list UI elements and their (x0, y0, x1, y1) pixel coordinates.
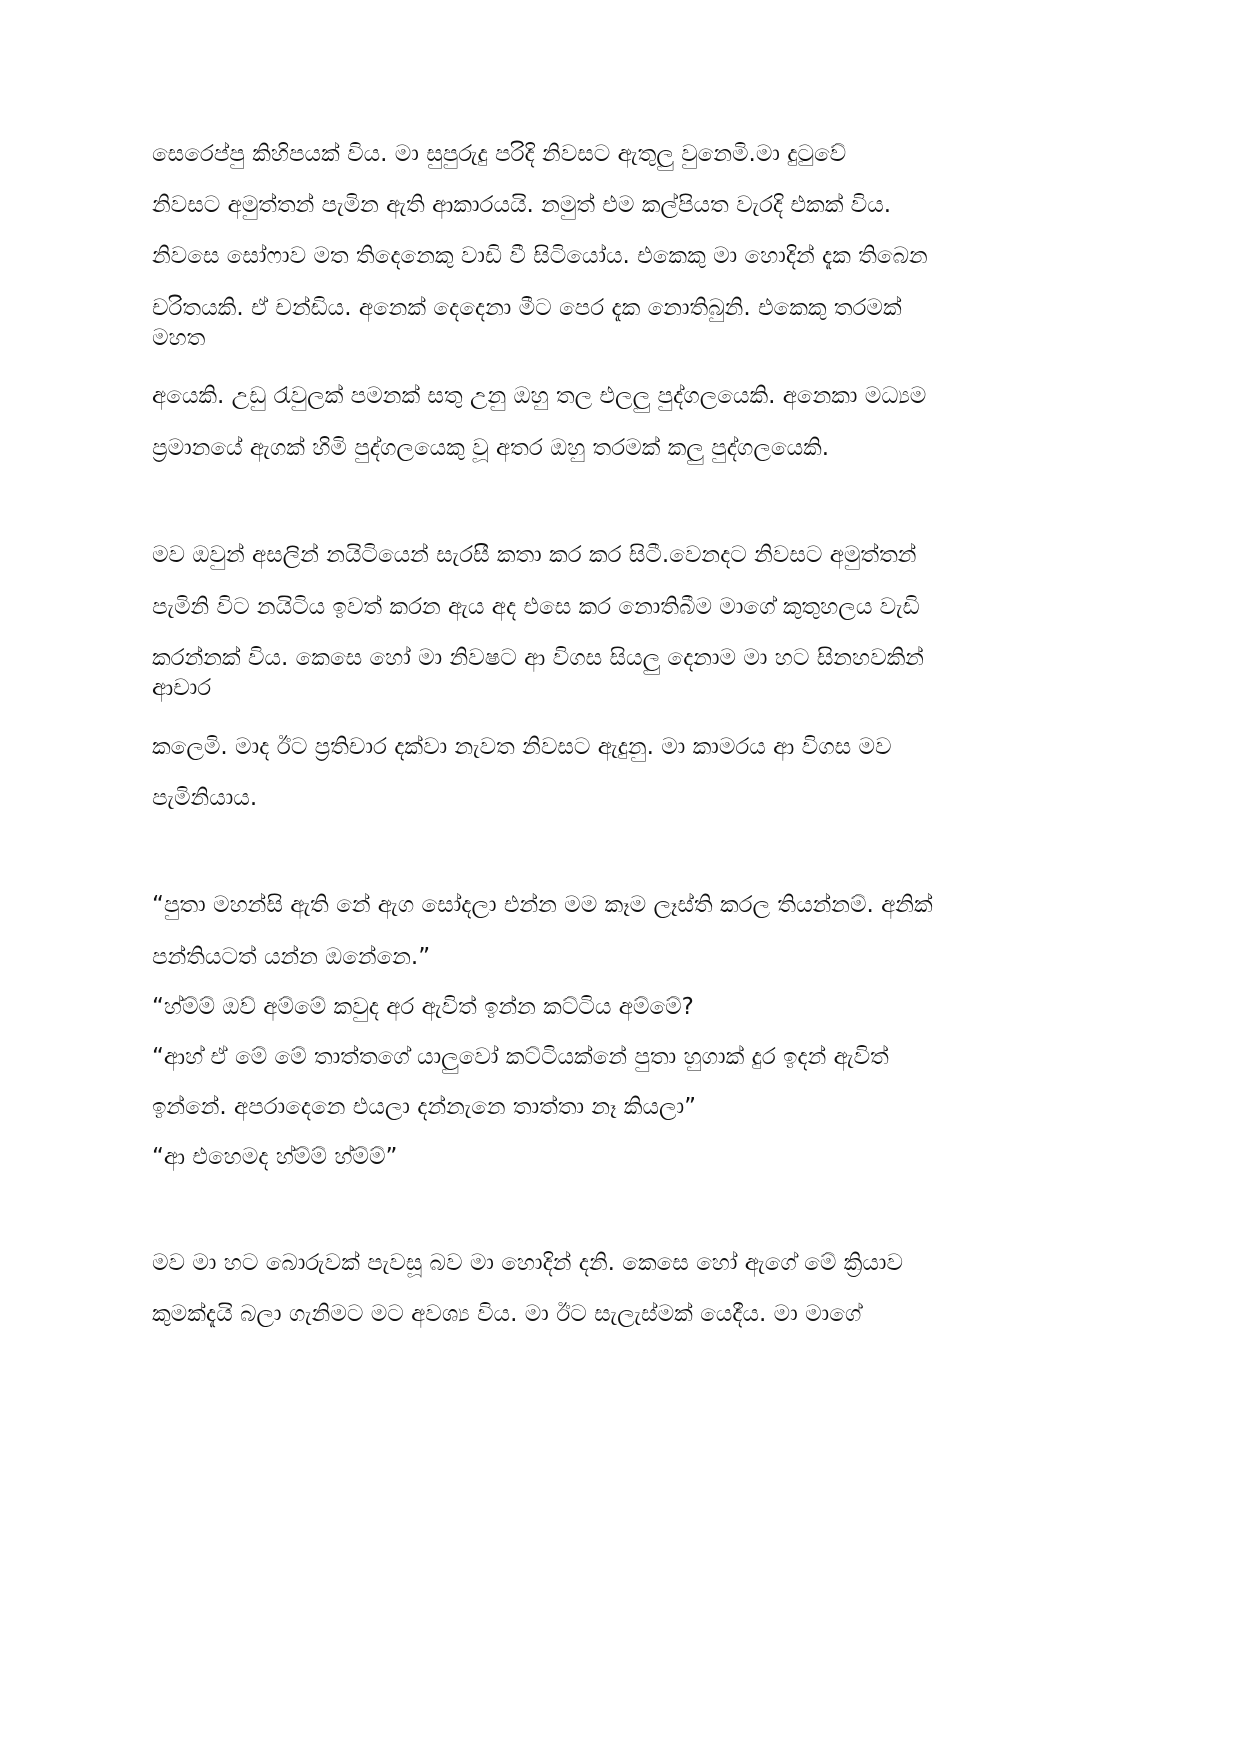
text-line: ආචාර (152, 675, 212, 701)
text-line: ඉන්නේ. අපරාදෙනෙ එයලා දන්නැනෙ තාත්තා නෑ කියලා” (152, 1094, 697, 1120)
text-line: කරන්නක් විය. කෙසෙ හෝ මා නිවෂට ආ විගස සියලු දෙනාම මා හට සිනහවකින් (152, 645, 924, 671)
text-line: පැමිනි විට නයිටිය ඉවත් කරන ඇය අද එසෙ කර නොතිබීම මාගේ කුතුහලය වැඩි (152, 594, 920, 620)
text-line: අයෙකි. උඩු රැවුලක් පමනක් සතු උනු ඔහු තල එලලු පුද්ගලයෙකි. අනෙකා මධ්‍යම (152, 383, 927, 409)
text-line: නිවසට අමුත්තන් පැමින ඇති ආකාරයයි. නමුත් එම කල්පියත වැරදි එකක් විය. (152, 192, 892, 218)
text-line: මව ඔවුන් අසලින් නයිටියෙන් සැරසී කතා කර කර සිටී.වෙනදට නිවසට අමුත්තන් (152, 542, 917, 568)
text-line: “පුතා මහන්සි ඇති නේ ඇග සෝදලා එන්න මම කෑම ලෑස්ති කරල තියන්නම්. අනික් (152, 892, 933, 918)
text-line: නිවසෙ සෝෆාව මත තිදෙනෙකු වාඩි වී සිටියෝය. එකෙකු මා හොදින් දැක තිබෙන (152, 243, 928, 269)
text-line: “ආහ් ඒ මේ මේ තාත්තගේ යාලුවෝ කට්ටියක්නේ පුතා හුගාක් දුර ඉදන් ඇවිත් (152, 1044, 889, 1070)
text-line: “ආ එහෙමද හ්ම්ම් හ්ම්ම්” (152, 1144, 398, 1170)
text-line: මව මා හට බොරුවක් පැවසූ බව මා හොදින් දනි. කෙසෙ හෝ ඇගේ මේ ක්‍රියාව (152, 1250, 904, 1276)
text-line: පන්තියටත් යන්න ඔනේනෙ.” (152, 944, 431, 970)
text-line: කුමක්දැයි බලා ගැනිමට මට අවශ්‍ය විය. මා ඊට සැලැස්මක් යෙදීය. මා මාගේ (152, 1301, 862, 1327)
text-line: පැමිනියාය. (152, 785, 258, 811)
text-line: කලෙමි. මාද ඊට ප්‍රතිචාර දක්වා නැවත නිවසට ඇදුනු. මා කාමරය ආ විගස මව (152, 734, 892, 760)
text-line: චරිතයකි. ඒ චන්ඩිය. අනෙක් දෙදෙනා මීට පෙර දැක නොතිබුනි. එකෙකු තරමක් (152, 295, 902, 321)
text-line: “හ්ම්ම් ඔව් අම්මේ කවුද අර ඇවිත් ඉන්න කට්ටිය අම්මේ? (152, 994, 694, 1020)
text-line: සෙරෙප්පු කිහිපයක් විය. මා සුපුරුදු පරිදි නිවසට ඇතුලු වුනෙමි.මා දුටුවේ (152, 141, 847, 167)
text-line: මහත (152, 325, 206, 351)
text-line: ප්‍රමානයේ ඇගක් හිමි පුද්ගලයෙකු වූ අතර ඔහු තරමක් කලු පුද්ගලයෙකි. (152, 435, 830, 461)
